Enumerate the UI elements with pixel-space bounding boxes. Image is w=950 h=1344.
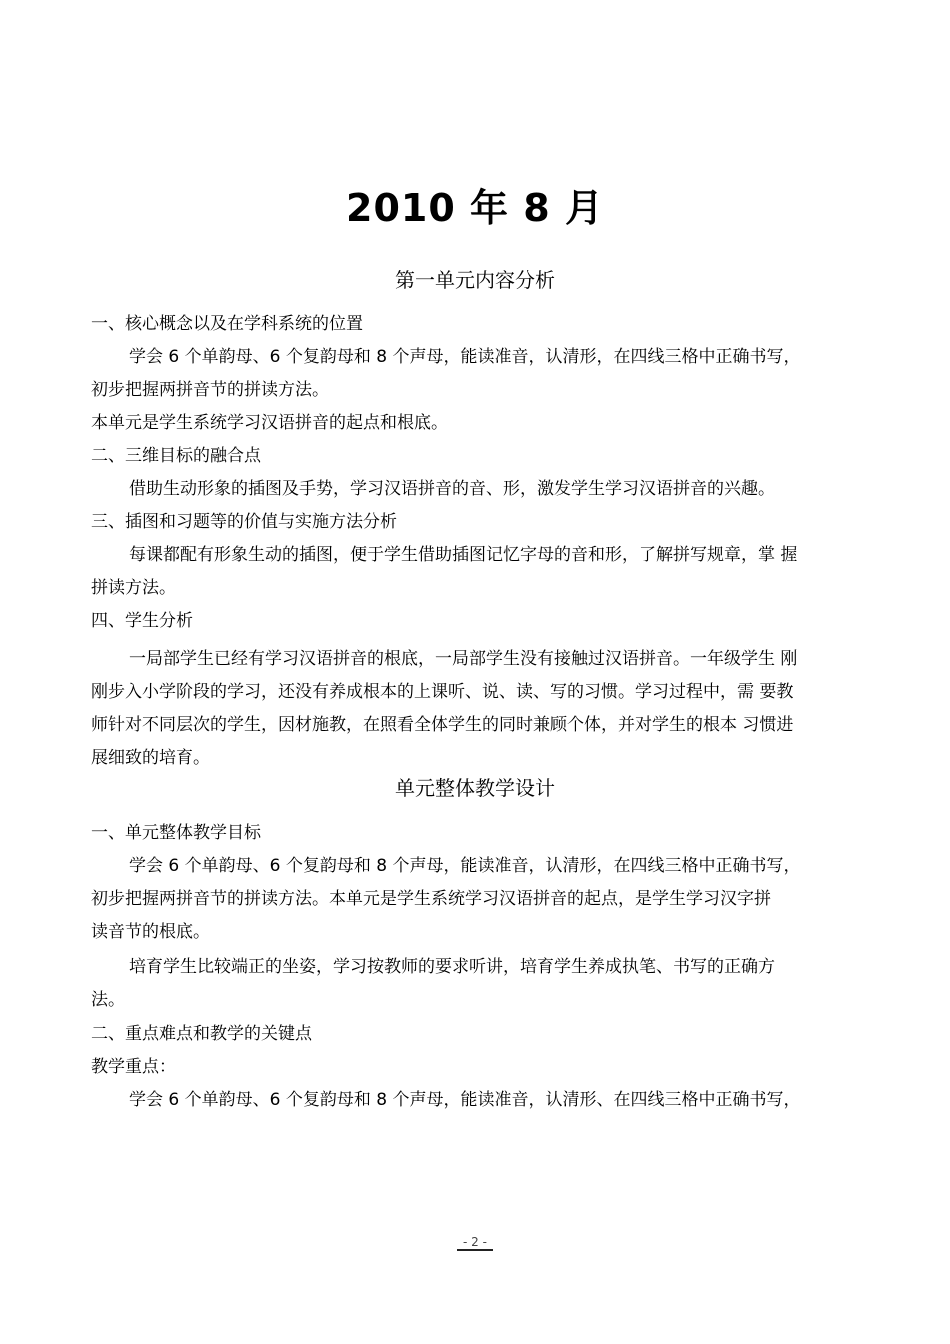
design-paragraph-1-line-1: 学会 6 个单韵母、6 个复韵母和 8 个声母，能读准音，认清形，在四线三格中正确书写，: [129, 856, 801, 876]
analysis-heading-2: 二、三维目标的融合点: [91, 446, 261, 466]
analysis-paragraph-4-line-2: 拼读方法。: [91, 578, 176, 598]
design-paragraph-1-line-2: 初步把握两拼音节的拼读方法。本单元是学生系统学习汉语拼音的起点，是学生学习汉字拼: [91, 889, 771, 909]
analysis-paragraph-2: 本单元是学生系统学习汉语拼音的起点和根底。: [91, 413, 448, 433]
analysis-heading-3: 三、插图和习题等的价值与实施方法分析: [91, 512, 397, 532]
design-heading-1: 一、单元整体教学目标: [91, 823, 261, 843]
analysis-paragraph-3: 借助生动形象的插图及手势，学习汉语拼音的音、形，激发学生学习汉语拼音的兴趣。: [129, 479, 775, 499]
design-paragraph-2-line-1: 培育学生比较端正的坐姿，学习按教师的要求听讲，培育学生养成执笔、书写的正确方: [129, 957, 775, 977]
analysis-paragraph-5-line-4: 展细致的培育。: [91, 748, 210, 768]
analysis-heading-1: 一、核心概念以及在学科系统的位置: [91, 314, 363, 334]
analysis-paragraph-5-line-2: 刚步入小学阶段的学习，还没有养成根本的上课听、说、读、写的习惯。学习过程中，需 要教: [91, 682, 794, 702]
design-paragraph-3-line-1: 学会 6 个单韵母、6 个复韵母和 8 个声母，能读准音，认清形、在四线三格中正确书写，: [129, 1090, 801, 1110]
page-number: [0, 1234, 950, 1250]
analysis-paragraph-5-line-1: 一局部学生已经有学习汉语拼音的根底，一局部学生没有接触过汉语拼音。一年级学生 刚: [129, 649, 798, 669]
analysis-heading-4: 四、学生分析: [91, 611, 193, 631]
analysis-paragraph-5-line-3: 师针对不同层次的学生，因材施教，在照看全体学生的同时兼顾个体，并对学生的根本 习惯进: [91, 715, 794, 735]
unit-design-title: 单元整体教学设计: [395, 776, 555, 800]
date-heading: 2010 年 8 月: [346, 186, 604, 230]
page-number-text: - 2 -: [457, 1235, 493, 1251]
design-paragraph-1-line-3: 读音节的根底。: [91, 922, 210, 942]
analysis-paragraph-4-line-1: 每课都配有形象生动的插图，便于学生借助插图记忆字母的音和形，了解拼写规章，掌 握: [129, 545, 798, 565]
design-paragraph-2-line-2: 法。: [91, 990, 125, 1010]
content-analysis-title: 第一单元内容分析: [395, 268, 555, 292]
design-heading-2: 二、重点难点和教学的关键点: [91, 1024, 312, 1044]
analysis-paragraph-1-line-1: 学会 6 个单韵母、6 个复韵母和 8 个声母，能读准音，认清形，在四线三格中正确书写，: [129, 347, 801, 367]
analysis-paragraph-1-line-2: 初步把握两拼音节的拼读方法。: [91, 380, 329, 400]
design-subheading-key-points: 教学重点：: [91, 1057, 176, 1077]
